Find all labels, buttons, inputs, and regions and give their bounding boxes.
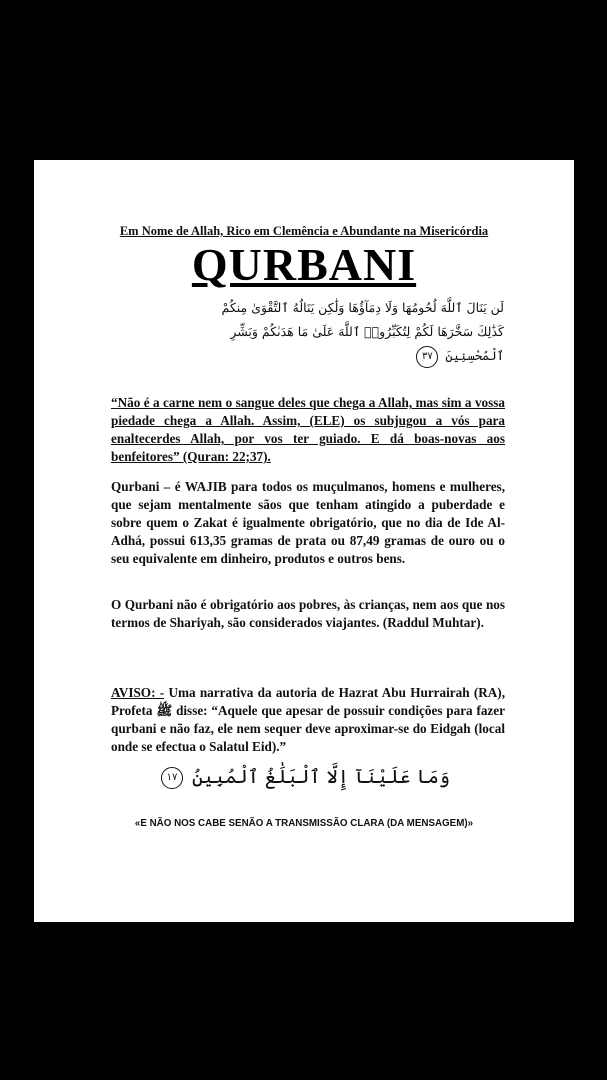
- verse-translation-caption: «E NÃO NOS CABE SENÃO A TRANSMISSÃO CLARA (DA MENSAGEM)»: [134, 818, 474, 829]
- verse-number-ornament: ٣٧: [416, 346, 438, 368]
- document-page: [34, 160, 574, 922]
- quran-translation-quote: “Não é a carne nem o sangue deles que chega a Allah, mas sim a vossa piedade chega a Allah. Assim, (ELE) os subjugou a vós para enaltecerdes Allah, por vos ter guiado. E dá boas-novas aos benfeitores” (Quran: 22;37).: [111, 395, 505, 464]
- aviso-label: AVISO: -: [111, 685, 165, 700]
- wajib-paragraph: Qurbani – é WAJIB para todos os muçulmanos, homens e mulheres, que sejam mentalmente sãos que tenham atingido a puberdade e sobre quem o Zakat é igualmente obrigatório, que no dia de Ide Al-Adhá, possui 613,35 gramas de prata ou 87,49 gramas de ouro ou o seu equivalente em dinheiro, produtos e outros bens.: [111, 479, 505, 566]
- exemption-paragraph: O Qurbani não é obrigatório aos pobres, às crianças, nem aos que nos termos de Shariyah, são considerados viajantes. (Raddul Muhtar).: [111, 597, 505, 630]
- verse-number-ornament-bottom: ١٧: [161, 767, 183, 789]
- aviso-paragraph: [111, 684, 505, 756]
- aviso-text: Uma narrativa da autoria de Hazrat Abu Hurrairah (RA), Profeta ﷺ disse: “Aquele que apesar de possuir condições para fazer qurbani e não faz, ele nem sequer deve aproximar-se do Eidgah (local onde se efectua o Salatul Eid).”: [111, 685, 505, 754]
- arabic-verse-line-2: كَذَٰلِكَ سَخَّرَهَا لَكُمْ لِتُكَبِّرُوا۟ ٱللَّهَ عَلَىٰ مَا هَدَىٰكُمْ وَبَشِّرِ: [230, 324, 504, 339]
- arabic-verse-line-3: [134, 344, 504, 368]
- bismillah-heading: Em Nome de Allah, Rico em Clemência e Abundante na Misericórdia: [119, 224, 489, 238]
- arabic-verse-bottom-text: وَمَا عَلَيْنَآ إِلَّا ٱلْبَلَٰغُ ٱلْمُبِينُ: [192, 766, 450, 788]
- arabic-verse-line-1: لَن يَنَالَ ٱللَّهَ لُحُومُهَا وَلَا دِمَآؤُهَا وَلَٰكِن يَنَالُهُ ٱلتَّقْوَىٰ مِنكُمْ: [221, 300, 504, 315]
- arabic-verse-bottom: [154, 766, 454, 789]
- arabic-verse-line-3-text: ٱلْمُحْسِنِينَ: [445, 348, 504, 363]
- arabic-verse-top: [134, 296, 504, 368]
- page-title: QURBANI: [191, 239, 417, 290]
